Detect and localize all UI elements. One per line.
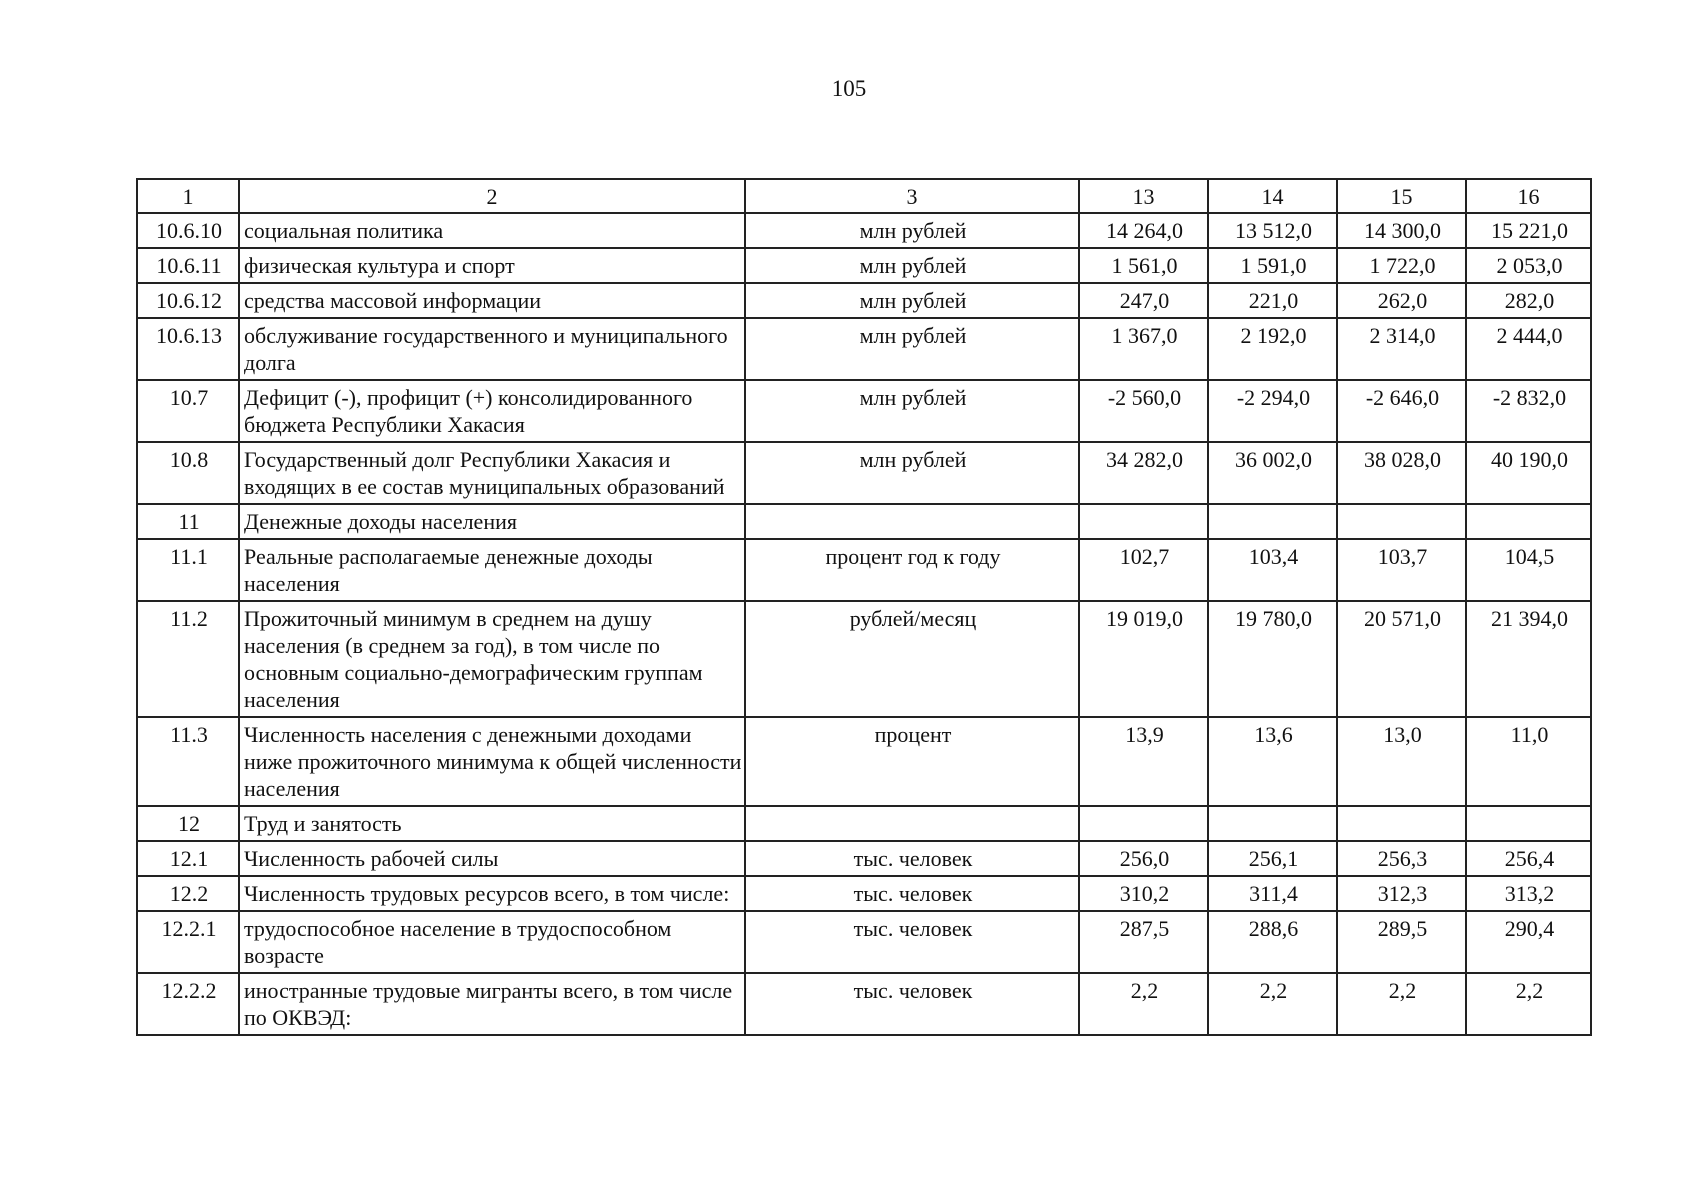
value-13: 1 367,0 — [1079, 318, 1208, 380]
row-code: 10.6.12 — [137, 283, 239, 318]
row-unit — [745, 504, 1079, 539]
header-row — [137, 179, 1591, 213]
value-14: 13 512,0 — [1208, 213, 1337, 248]
value-16: 2 053,0 — [1466, 248, 1591, 283]
column-header: 14 — [1208, 179, 1337, 213]
value-16: -2 832,0 — [1466, 380, 1591, 442]
value-14 — [1208, 806, 1337, 841]
row-name: Численность рабочей силы — [239, 841, 745, 876]
table-row — [137, 213, 1591, 248]
value-14: 256,1 — [1208, 841, 1337, 876]
table-row — [137, 806, 1591, 841]
value-15: 20 571,0 — [1337, 601, 1466, 717]
value-16: 2,2 — [1466, 973, 1591, 1035]
value-14: 103,4 — [1208, 539, 1337, 601]
row-unit: рублей/месяц — [745, 601, 1079, 717]
row-unit: тыс. человек — [745, 876, 1079, 911]
value-13: 34 282,0 — [1079, 442, 1208, 504]
value-16: 21 394,0 — [1466, 601, 1591, 717]
row-code: 11.3 — [137, 717, 239, 806]
row-name: Численность населения с денежными доходами ниже прожиточного минимума к общей численности населения — [239, 717, 745, 806]
value-15 — [1337, 806, 1466, 841]
value-13: 2,2 — [1079, 973, 1208, 1035]
value-13: 287,5 — [1079, 911, 1208, 973]
table-row — [137, 283, 1591, 318]
table-row — [137, 248, 1591, 283]
value-15: 312,3 — [1337, 876, 1466, 911]
row-code: 12.2.2 — [137, 973, 239, 1035]
value-16: 290,4 — [1466, 911, 1591, 973]
value-15: 262,0 — [1337, 283, 1466, 318]
row-name: трудоспособное население в трудоспособном возрасте — [239, 911, 745, 973]
row-code: 12.2.1 — [137, 911, 239, 973]
table-row — [137, 911, 1591, 973]
value-14: 36 002,0 — [1208, 442, 1337, 504]
row-name: Реальные располагаемые денежные доходы населения — [239, 539, 745, 601]
row-code: 12.1 — [137, 841, 239, 876]
row-code: 11.1 — [137, 539, 239, 601]
value-14: 19 780,0 — [1208, 601, 1337, 717]
row-unit: тыс. человек — [745, 841, 1079, 876]
row-unit: тыс. человек — [745, 911, 1079, 973]
value-16: 256,4 — [1466, 841, 1591, 876]
row-code: 10.7 — [137, 380, 239, 442]
value-13: 102,7 — [1079, 539, 1208, 601]
row-unit: млн рублей — [745, 442, 1079, 504]
column-header: 1 — [137, 179, 239, 213]
row-code: 10.8 — [137, 442, 239, 504]
column-header: 3 — [745, 179, 1079, 213]
value-15: 289,5 — [1337, 911, 1466, 973]
column-header: 16 — [1466, 179, 1591, 213]
value-13: 247,0 — [1079, 283, 1208, 318]
row-unit: процент год к году — [745, 539, 1079, 601]
table-row — [137, 442, 1591, 504]
value-14: 1 591,0 — [1208, 248, 1337, 283]
value-13: 14 264,0 — [1079, 213, 1208, 248]
table-row — [137, 841, 1591, 876]
row-unit — [745, 806, 1079, 841]
value-13: 1 561,0 — [1079, 248, 1208, 283]
value-14: -2 294,0 — [1208, 380, 1337, 442]
row-name: Численность трудовых ресурсов всего, в том числе: — [239, 876, 745, 911]
table-body — [137, 213, 1591, 1035]
table-row — [137, 380, 1591, 442]
value-14: 311,4 — [1208, 876, 1337, 911]
row-name: Труд и занятость — [239, 806, 745, 841]
table-row — [137, 504, 1591, 539]
row-name: средства массовой информации — [239, 283, 745, 318]
value-13: -2 560,0 — [1079, 380, 1208, 442]
value-16: 104,5 — [1466, 539, 1591, 601]
value-14: 2,2 — [1208, 973, 1337, 1035]
row-unit: процент — [745, 717, 1079, 806]
row-name: социальная политика — [239, 213, 745, 248]
value-14: 288,6 — [1208, 911, 1337, 973]
row-unit: млн рублей — [745, 213, 1079, 248]
row-code: 12 — [137, 806, 239, 841]
value-13 — [1079, 806, 1208, 841]
value-15: 103,7 — [1337, 539, 1466, 601]
value-14: 2 192,0 — [1208, 318, 1337, 380]
value-13: 310,2 — [1079, 876, 1208, 911]
value-15: -2 646,0 — [1337, 380, 1466, 442]
row-name: иностранные трудовые мигранты всего, в том числе по ОКВЭД: — [239, 973, 745, 1035]
row-name: Прожиточный минимум в среднем на душу населения (в среднем за год), в том числе по основным социально-демографическим группам населения — [239, 601, 745, 717]
value-15: 2,2 — [1337, 973, 1466, 1035]
column-header: 13 — [1079, 179, 1208, 213]
value-14 — [1208, 504, 1337, 539]
value-16: 282,0 — [1466, 283, 1591, 318]
value-14: 13,6 — [1208, 717, 1337, 806]
value-16: 15 221,0 — [1466, 213, 1591, 248]
value-15: 256,3 — [1337, 841, 1466, 876]
value-15: 38 028,0 — [1337, 442, 1466, 504]
value-16: 40 190,0 — [1466, 442, 1591, 504]
value-16 — [1466, 806, 1591, 841]
row-code: 11 — [137, 504, 239, 539]
row-name: физическая культура и спорт — [239, 248, 745, 283]
row-code: 10.6.13 — [137, 318, 239, 380]
row-name: Государственный долг Республики Хакасия и входящих в ее состав муниципальных образований — [239, 442, 745, 504]
row-unit: млн рублей — [745, 248, 1079, 283]
column-header: 15 — [1337, 179, 1466, 213]
row-code: 11.2 — [137, 601, 239, 717]
table-row — [137, 601, 1591, 717]
row-name: обслуживание государственного и муниципального долга — [239, 318, 745, 380]
table-row — [137, 539, 1591, 601]
row-unit: млн рублей — [745, 380, 1079, 442]
column-header: 2 — [239, 179, 745, 213]
value-14: 221,0 — [1208, 283, 1337, 318]
value-15: 2 314,0 — [1337, 318, 1466, 380]
value-15 — [1337, 504, 1466, 539]
value-16: 2 444,0 — [1466, 318, 1591, 380]
row-name: Дефицит (-), профицит (+) консолидированного бюджета Республики Хакасия — [239, 380, 745, 442]
row-name: Денежные доходы населения — [239, 504, 745, 539]
row-unit: млн рублей — [745, 318, 1079, 380]
indicators-table — [136, 178, 1592, 1036]
row-code: 10.6.11 — [137, 248, 239, 283]
row-code: 10.6.10 — [137, 213, 239, 248]
table-row — [137, 973, 1591, 1035]
value-15: 1 722,0 — [1337, 248, 1466, 283]
value-15: 14 300,0 — [1337, 213, 1466, 248]
value-13 — [1079, 504, 1208, 539]
table-row — [137, 318, 1591, 380]
row-unit: тыс. человек — [745, 973, 1079, 1035]
row-unit: млн рублей — [745, 283, 1079, 318]
value-16: 11,0 — [1466, 717, 1591, 806]
table-row — [137, 717, 1591, 806]
row-code: 12.2 — [137, 876, 239, 911]
page-number: 105 — [831, 76, 867, 101]
table-row — [137, 876, 1591, 911]
value-16: 313,2 — [1466, 876, 1591, 911]
value-13: 13,9 — [1079, 717, 1208, 806]
value-13: 19 019,0 — [1079, 601, 1208, 717]
value-13: 256,0 — [1079, 841, 1208, 876]
value-16 — [1466, 504, 1591, 539]
value-15: 13,0 — [1337, 717, 1466, 806]
